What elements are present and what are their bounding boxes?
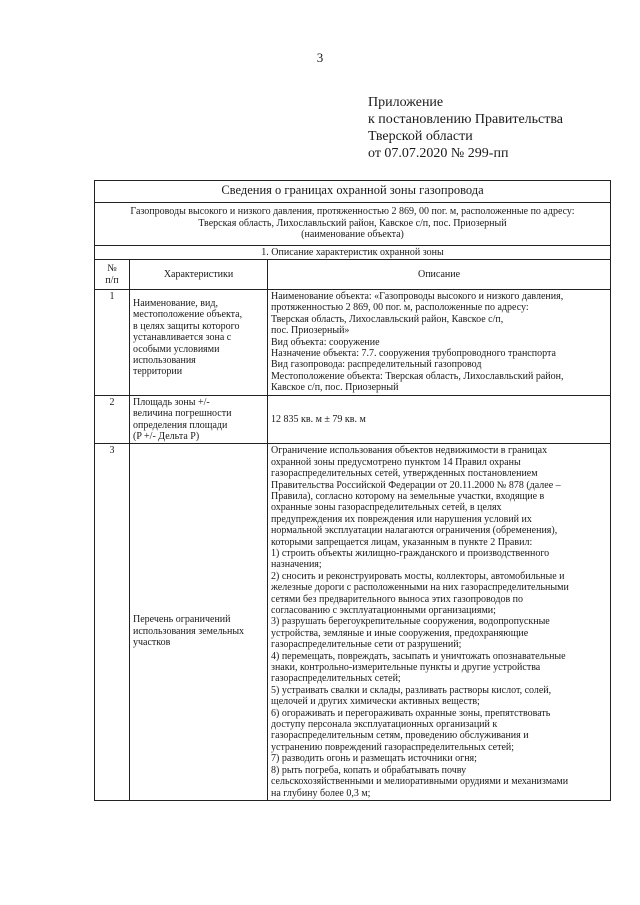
row-characteristic: [130, 395, 268, 444]
desc-line: 3) разрушать берегоукрепительные сооружения, водопропускные: [271, 616, 550, 628]
desc-line: на глубину более 0,3 м;: [271, 787, 371, 799]
char-line: Площадь зоны +/-: [133, 396, 210, 408]
desc-line: Кавское с/п, пос. Приозерный: [271, 382, 399, 394]
desc-line: назначения;: [271, 559, 322, 571]
char-line: использования: [133, 355, 196, 367]
desc-line: устранению повреждений газораспределительных сетей;: [271, 741, 515, 753]
desc-line: Вид газопровода: распределительный газопровод: [271, 359, 482, 371]
appendix-line: Тверской области: [368, 129, 473, 144]
desc-line: Правила), согласно которому на земельные участки, входящие в: [271, 490, 545, 502]
header-num-line: п/п: [105, 274, 119, 286]
table-row: [95, 444, 611, 801]
table-row: [95, 290, 611, 396]
char-line: устанавливается зона с: [133, 332, 232, 344]
char-line: участков: [133, 637, 171, 649]
desc-line: сельскохозяйственными и мелиоративными орудиями и механизмами: [271, 776, 569, 788]
desc-line: протяженностью 2 869, 00 пог. м, расположенные по адресу:: [271, 302, 529, 314]
appendix-header: [368, 94, 563, 162]
desc-line: Ограничение использования объектов недвижимости в границах: [271, 445, 548, 457]
desc-line: Наименование объекта: «Газопроводы высокого и низкого давления,: [271, 291, 564, 303]
row-description: [268, 290, 611, 396]
object-line: Газопроводы высокого и низкого давления, протяженностью 2 869, 00 пог. м, расположенные по адресу:: [130, 206, 575, 218]
desc-line: охранной зоны предусмотрено пунктом 14 Правил охраны: [271, 456, 521, 468]
object-caption: (наименование объекта): [301, 229, 404, 241]
desc-line: согласованию с эксплуатационными организациями;: [271, 605, 496, 616]
section-heading: 1. Описание характеристик охранной зоны: [95, 245, 611, 259]
desc-line: щелочей и других химически активных веществ;: [271, 696, 480, 708]
desc-line: Назначение объекта: 7.7. сооружения трубопроводного транспорта: [271, 348, 556, 360]
desc-line: 2) сносить и реконструировать мосты, коллекторы, автомобильные и: [271, 570, 565, 582]
char-line: местоположение объекта,: [133, 309, 243, 321]
desc-line: 5) устраивать свалки и склады, разливать растворы кислот, солей,: [271, 684, 552, 696]
desc-line: Правительства Российской Федерации от 20.11.2000 № 878 (далее –: [271, 479, 561, 491]
desc-line: Тверская область, Лихославльский район, Кавское с/п,: [271, 313, 504, 325]
desc-line: железные дороги с расположенными на них газораспределительными: [271, 582, 569, 594]
desc-line: 4) перемещать, повреждать, засыпать и уничтожать опознавательные: [271, 650, 566, 662]
char-line: Наименование, вид,: [133, 298, 218, 310]
desc-line: 6) огораживать и перегораживать охранные зоны, препятствовать: [271, 707, 551, 719]
row-description: [268, 395, 611, 444]
desc-line: знаки, контрольно-измерительные пункты и другие устройства: [271, 662, 541, 674]
row-characteristic: [130, 444, 268, 801]
desc-line: устройства, земляные и иные сооружения, предохраняющие: [271, 627, 529, 639]
header-characteristics: Характеристики: [130, 260, 268, 290]
desc-line: сетями без предварительного выноса этих газопроводов по: [271, 593, 524, 605]
desc-line: нормальной эксплуатации налагаются ограничения (обременения),: [271, 525, 558, 537]
char-line: использования земельных: [133, 625, 245, 637]
desc-line: пос. Приозерный»: [271, 325, 350, 337]
desc-line: газораспределительные сети от разрушений;: [271, 639, 462, 651]
desc-line: предупреждения их повреждения или нарушения условий их: [271, 513, 532, 525]
char-line: особыми условиями: [133, 343, 220, 355]
desc-line: газораспределительных сетей, утвержденных постановлением: [271, 468, 538, 480]
char-line: определения площади: [133, 419, 228, 431]
char-line: (P +/- Дельта P): [133, 430, 200, 442]
desc-line: газораспределительным сетям, проведению обслуживания и: [271, 730, 529, 742]
object-info: [95, 203, 611, 245]
row-number: 2: [95, 395, 130, 444]
row-description: [268, 444, 611, 801]
desc-line: охранные зоны газораспределительных сетей, в целях: [271, 502, 502, 514]
table-title: Сведения о границах охранной зоны газопровода: [95, 181, 611, 203]
desc-line: доступу персонала эксплуатационных организаций к: [271, 719, 498, 731]
header-description: Описание: [268, 260, 611, 290]
char-line: в целях защиты которого: [133, 320, 240, 332]
appendix-date: от 07.07.2020 № 299-пп: [368, 146, 509, 161]
zone-table: [94, 180, 611, 801]
page-number: 3: [316, 50, 324, 65]
appendix-line: Приложение: [368, 95, 444, 110]
row-characteristic: [130, 290, 268, 396]
desc-line: 8) рыть погреба, копать и обрабатывать почву: [271, 764, 467, 776]
desc-line: 12 835 кв. м ± 79 кв. м: [271, 413, 366, 425]
appendix-line: к постановлению Правительства: [368, 112, 564, 127]
desc-line: которыми запрещается лицам, указанным в пункте 2 Правил:: [271, 536, 533, 548]
header-num: [95, 260, 130, 290]
char-line: величина погрешности: [133, 408, 232, 420]
table-row: [95, 395, 611, 444]
char-line: Перечень ограничений: [133, 614, 231, 626]
desc-line: 7) разводить огонь и размещать источники огня;: [271, 753, 477, 765]
row-number: 1: [95, 290, 130, 396]
object-line: Тверская область, Лихославльский район, Кавское с/п, пос. Приозерный: [198, 217, 507, 229]
desc-line: Вид объекта: сооружение: [271, 336, 380, 348]
row-number: 3: [95, 444, 130, 801]
header-num-line: №: [107, 263, 117, 275]
desc-line: 1) строить объекты жилищно-гражданского и производственного: [271, 547, 550, 559]
char-line: территории: [133, 366, 183, 378]
desc-line: газораспределительных сетей;: [271, 673, 401, 685]
desc-line: Местоположение объекта: Тверская область, Лихославльский район,: [271, 370, 564, 382]
